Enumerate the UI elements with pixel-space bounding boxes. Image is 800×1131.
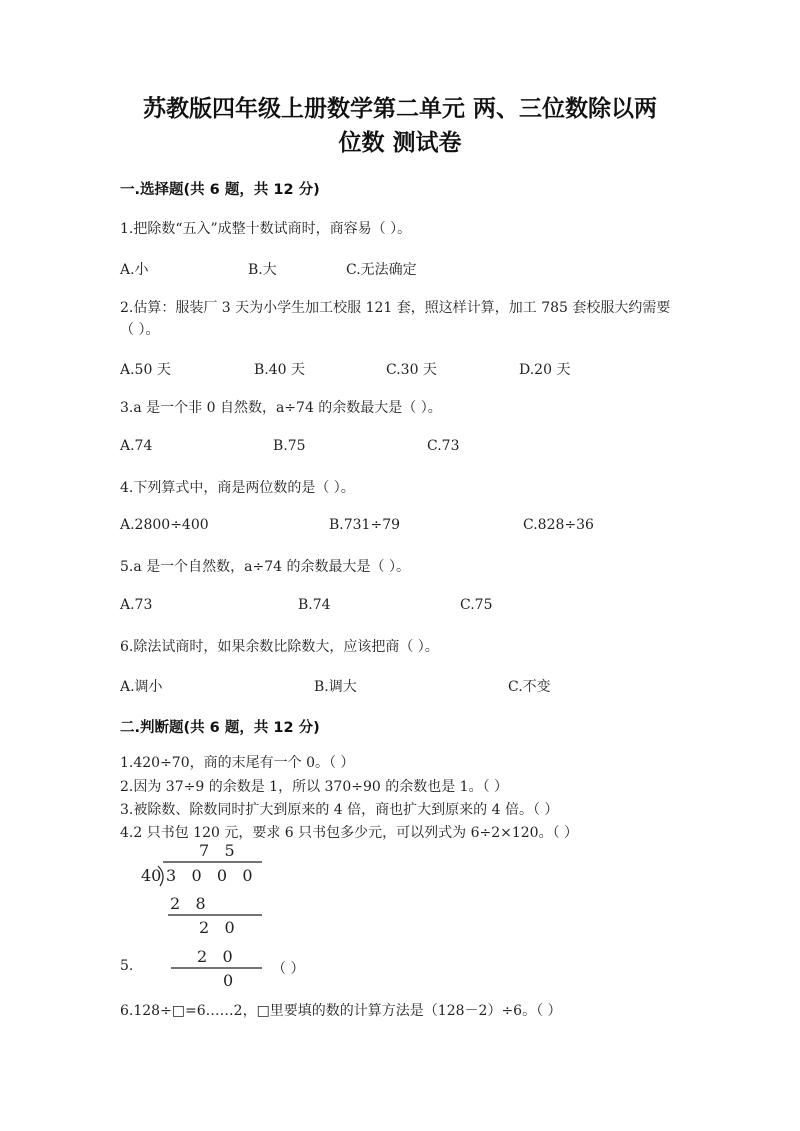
section-judge-heading: 二.判断题(共 6 题，共 12 分): [120, 720, 320, 736]
choice-2-option-a: A.50 天: [120, 362, 171, 378]
choice-question-4: 4.下列算式中，商是两位数的是（ ）。: [120, 480, 355, 496]
choice-1-option-a: A.小: [120, 262, 149, 278]
choice-2-option-b: B.40 天: [254, 362, 306, 378]
choice-6-option-b: B.调大: [314, 679, 357, 695]
choice-6-option-c: C.不变: [508, 679, 551, 695]
ld-quotient: 7 5: [199, 841, 235, 860]
judge-question-1: 1.420÷70，商的末尾有一个 0。（ ）: [120, 755, 355, 771]
choice-5-option-a: A.73: [120, 597, 153, 613]
choice-3-option-c: C.73: [427, 438, 460, 454]
judge-question-4: 4.2 只书包 120 元，要求 6 只书包多少元，可以列式为 6÷2×120。（ ）: [120, 825, 579, 841]
choice-4-option-c: C.828÷36: [523, 517, 594, 533]
choice-3-option-a: A.74: [120, 438, 153, 454]
ld-divisor: 40: [141, 866, 162, 885]
choice-question-5: 5.a 是一个自然数，a÷74 的余数最大是（ ）。: [120, 559, 410, 575]
section-choice-heading: 一.选择题(共 6 题，共 12 分): [120, 182, 320, 198]
ld-remainder: 0: [223, 971, 234, 990]
choice-question-1: 1.把除数“五入”成整十数试商时，商容易（ ）。: [120, 221, 412, 237]
choice-2-option-d: D.20 天: [519, 362, 571, 378]
ld-row-3: 2 0: [197, 947, 233, 966]
choice-6-option-a: A.调小: [120, 679, 163, 695]
choice-3-option-b: B.75: [273, 438, 306, 454]
judge-question-3: 3.被除数、除数同时扩大到原来的 4 倍，商也扩大到原来的 4 倍。（ ）: [120, 802, 559, 818]
choice-5-option-c: C.75: [460, 597, 493, 613]
page-title: [60, 92, 740, 160]
choice-4-option-b: B.731÷79: [329, 517, 401, 533]
choice-question-3: 3.a 是一个非 0 自然数，a÷74 的余数最大是（ ）。: [120, 400, 442, 416]
choice-1-option-c: C.无法确定: [346, 262, 417, 278]
title-line-2: 位数 测试卷: [338, 130, 462, 156]
choice-question-2: 2.估算：服装厂 3 天为小学生加工校服 121 套，照这样计算，加工 785 套校服大约需要（ ）。: [120, 300, 671, 338]
choice-1-option-b: B.大: [248, 262, 277, 278]
choice-2-option-c: C.30 天: [386, 362, 437, 378]
judge-question-5-paren: （ ）: [272, 961, 305, 977]
choice-question-6: 6.除法试商时，如果余数比除数大，应该把商（ ）。: [120, 639, 439, 655]
ld-row-2: 2 0: [199, 918, 235, 937]
ld-dividend: 3 0 0 0: [166, 866, 253, 885]
ld-bracket: [158, 866, 163, 886]
choice-5-option-b: B.74: [298, 597, 331, 613]
judge-question-2: 2.因为 37÷9 的余数是 1，所以 370÷90 的余数也是 1。（ ）: [120, 779, 509, 795]
choice-4-option-a: A.2800÷400: [120, 517, 209, 533]
ld-row-1: 2 8: [170, 894, 206, 913]
judge-question-5-label: 5.: [120, 958, 134, 974]
judge-question-6: 6.128÷□=6……2，□里要填的数的计算方法是（128－2）÷6。（ ）: [120, 1003, 562, 1019]
title-line-1: 苏教版四年级上册数学第二单元 两、三位数除以两: [142, 96, 657, 122]
